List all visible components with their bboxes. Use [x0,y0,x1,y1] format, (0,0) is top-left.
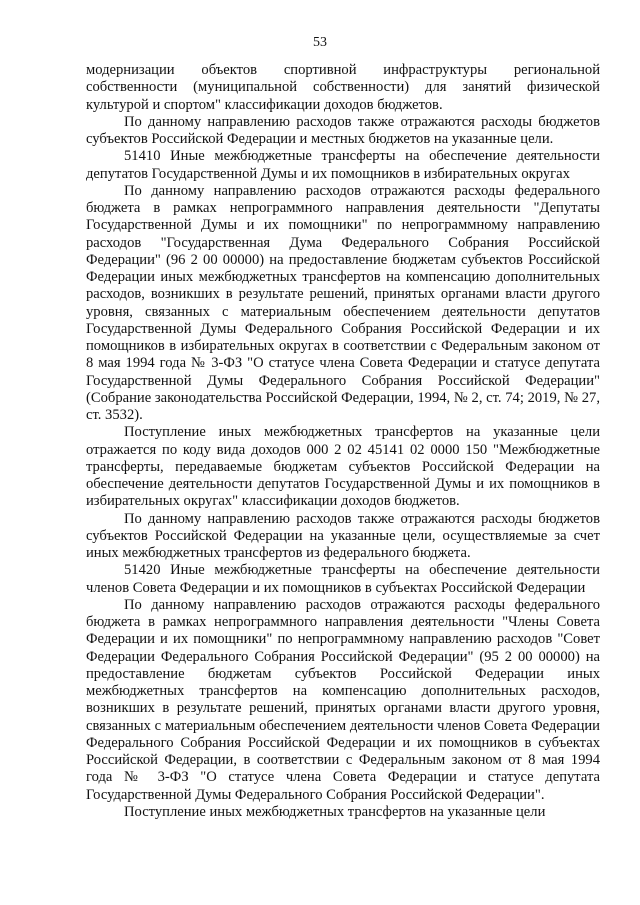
document-body [86,62,600,821]
paragraph: По данному направлению расходов отражаются расходы федерального бюджета в рамках непрограммного направления деятельности "Члены Совета Федерации и их помощники" по непрограммному направлению расходов "Совет Федерации Федерального Собрания Российской Федерации" (95 2 00 00000) на предоставление бюджетам субъектов Российской Федерации иных межбюджетных трансфертов на компенсацию дополнительных расходов, возникших в результате решений, принятых органами власти другого уровня, связанных с материальным обеспечением деятельности членов Совета Федерации Федерального Собрания Российской Федерации и их помощников в субъектах Российской Федерации, в соответствии с Федеральным законом от 8 мая 1994 года № 3-ФЗ "О статусе члена Совета Федерации и статусе депутата Государственной Думы Федерального Собрания Российской Федерации". [86,596,600,803]
paragraph: По данному направлению расходов отражаются расходы федерального бюджета в рамках непрограммного направления деятельности "Депутаты Государственной Думы и их помощники" по непрограммному направлению расходов "Государственная Дума Федерального Собрания Российской Федерации" (96 2 00 00000) на предоставление бюджетам субъектов Российской Федерации иных межбюджетных трансфертов на компенсацию дополнительных расходов, возникших в результате решений, принятых органами власти другого уровня, связанных с материальным обеспечением деятельности депутатов Государственной Думы Федерального Собрания Российской Федерации и их помощников в избирательных округах в соответствии с Федеральным законом от 8 мая 1994 года № 3-ФЗ "О статусе члена Совета Федерации и статусе депутата Государственной Думы Федерального Собрания Российской Федерации" (Собрание законодательства Российской Федерации, 1994, № 2, ст. 74; 2019, № 27, ст. 3532). [86,182,600,423]
page-number: 53 [313,35,327,50]
paragraph-continuation: модернизации объектов спортивной инфраструктуры региональной собственности (муниципальной собственности) для занятий физической культурой и спортом" классификации доходов бюджетов. [86,62,600,113]
paragraph: Поступление иных межбюджетных трансфертов на указанные цели [124,803,546,820]
section-heading-51420: 51420 Иные межбюджетные трансферты на обеспечение деятельности членов Совета Федерации и их помощников в субъектах Российской Федерации [86,562,600,596]
paragraph: Поступление иных межбюджетных трансфертов на указанные цели отражается по коду вида доходов 000 2 02 45141 02 0000 150 "Межбюджетные трансферты, передаваемые бюджетам субъектов Российской Федерации на обеспечение деятельности депутатов Государственной Думы и их помощников в избирательных округах" классификации доходов бюджетов. [86,424,600,510]
paragraph: По данному направлению расходов также отражаются расходы бюджетов субъектов Российской Федерации и местных бюджетов на указанные цели. [86,113,600,147]
section-heading-51410: 51410 Иные межбюджетные трансферты на обеспечение деятельности депутатов Государственной Думы и их помощников в избирательных округах [86,148,600,182]
paragraph: По данному направлению расходов также отражаются расходы бюджетов субъектов Российской Федерации на указанные цели, осуществляемые за счет иных межбюджетных трансфертов из федерального бюджета. [86,510,600,561]
